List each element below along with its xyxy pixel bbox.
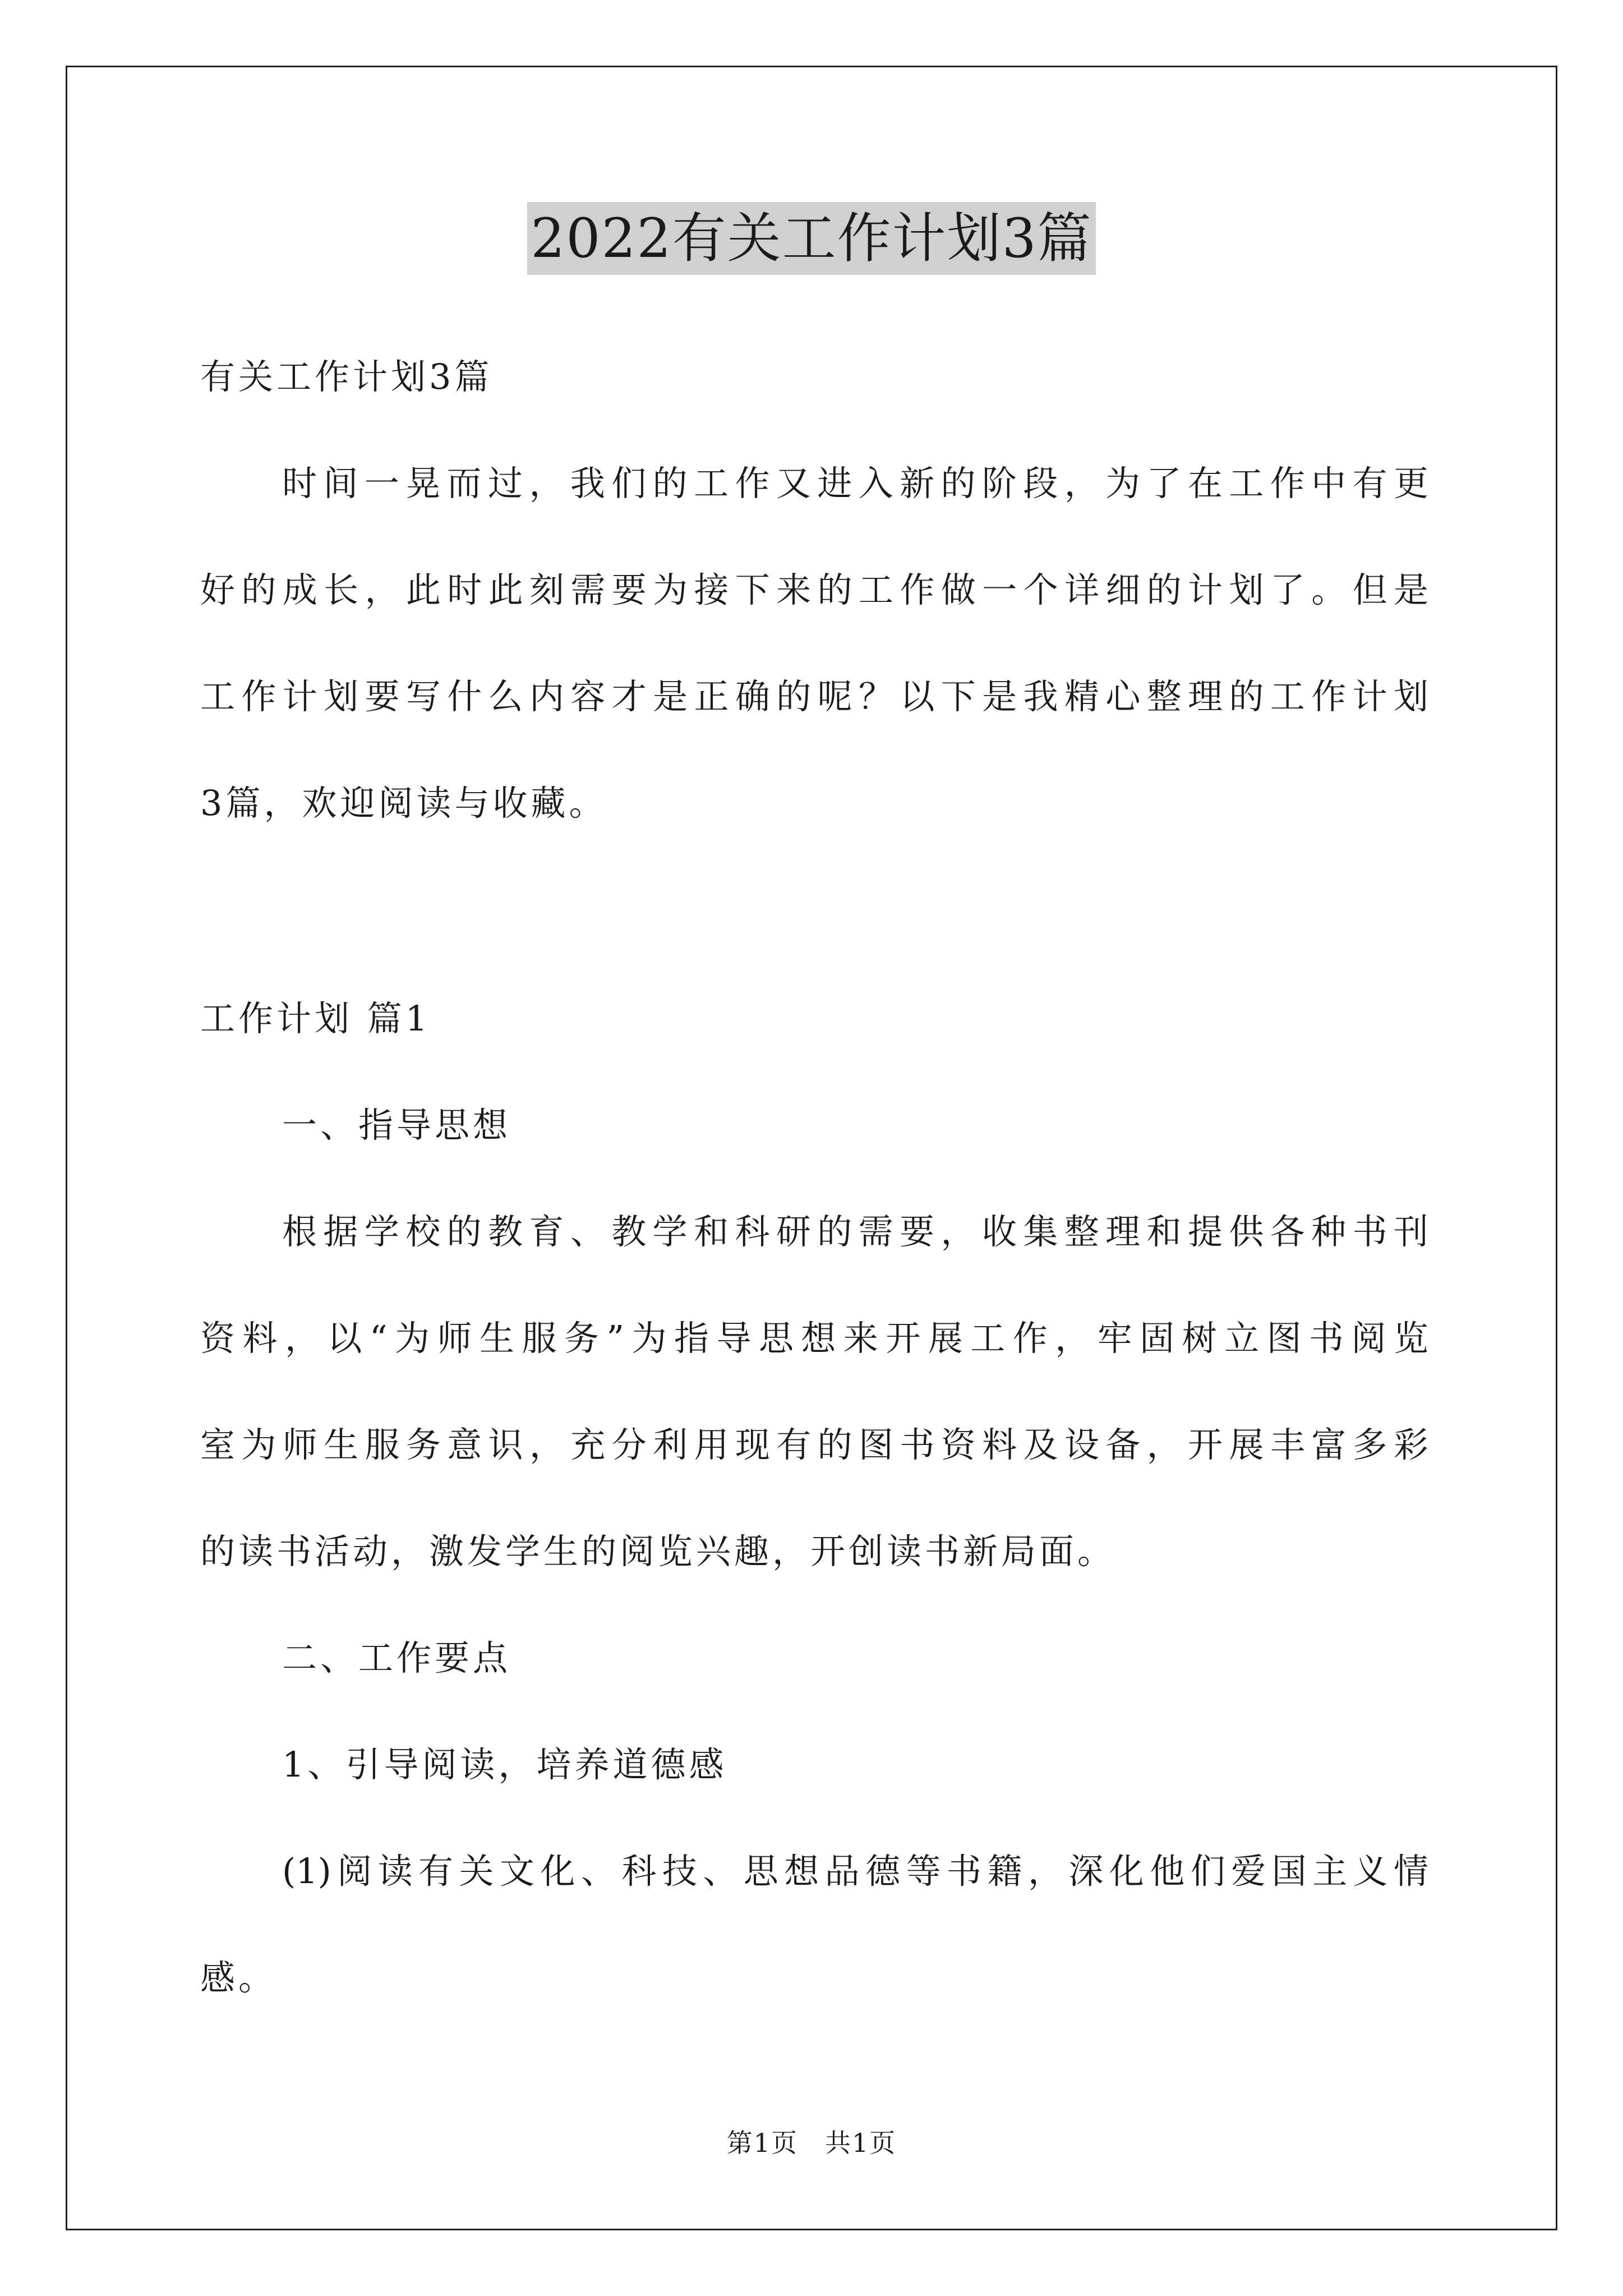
document-title: 2022有关工作计划3篇	[527, 202, 1095, 275]
paragraph-line: 室为师生服务意识，充分利用现有的图书资料及设备，开展丰富多彩	[200, 1424, 1428, 1465]
intro-line: 工作计划要写什么内容才是正确的呢？以下是我精心整理的工作计划	[200, 676, 1428, 717]
paragraph-line: 的读书活动，激发学生的阅览兴趣，开创读书新局面。	[200, 1531, 1116, 1572]
section-heading: 工作计划 篇1	[200, 998, 431, 1039]
page-footer: 第1页 共1页	[726, 2128, 897, 2158]
paragraph-line: 根据学校的教育、教学和科研的需要，收集整理和提供各种书刊	[282, 1211, 1428, 1252]
heading-work-points: 二、工作要点	[282, 1637, 511, 1678]
title-container	[0, 202, 1623, 275]
document-subtitle: 有关工作计划3篇	[200, 356, 493, 397]
item-line: 感。	[200, 1957, 277, 1998]
intro-line: 时间一晃而过，我们的工作又进入新的阶段，为了在工作中有更	[282, 463, 1428, 504]
paragraph-line: 资料，以“为师生服务”为指导思想来开展工作，牢固树立图书阅览	[200, 1318, 1428, 1359]
heading-guiding-ideology: 一、指导思想	[282, 1105, 511, 1145]
item-line: (1)阅读有关文化、科技、思想品德等书籍，深化他们爱国主义情	[282, 1851, 1428, 1892]
intro-line: 3篇，欢迎阅读与收藏。	[200, 783, 607, 823]
intro-line: 好的成长，此时此刻需要为接下来的工作做一个详细的计划了。但是	[200, 569, 1428, 610]
sub-heading: 1、引导阅读，培养道德感	[282, 1744, 727, 1785]
